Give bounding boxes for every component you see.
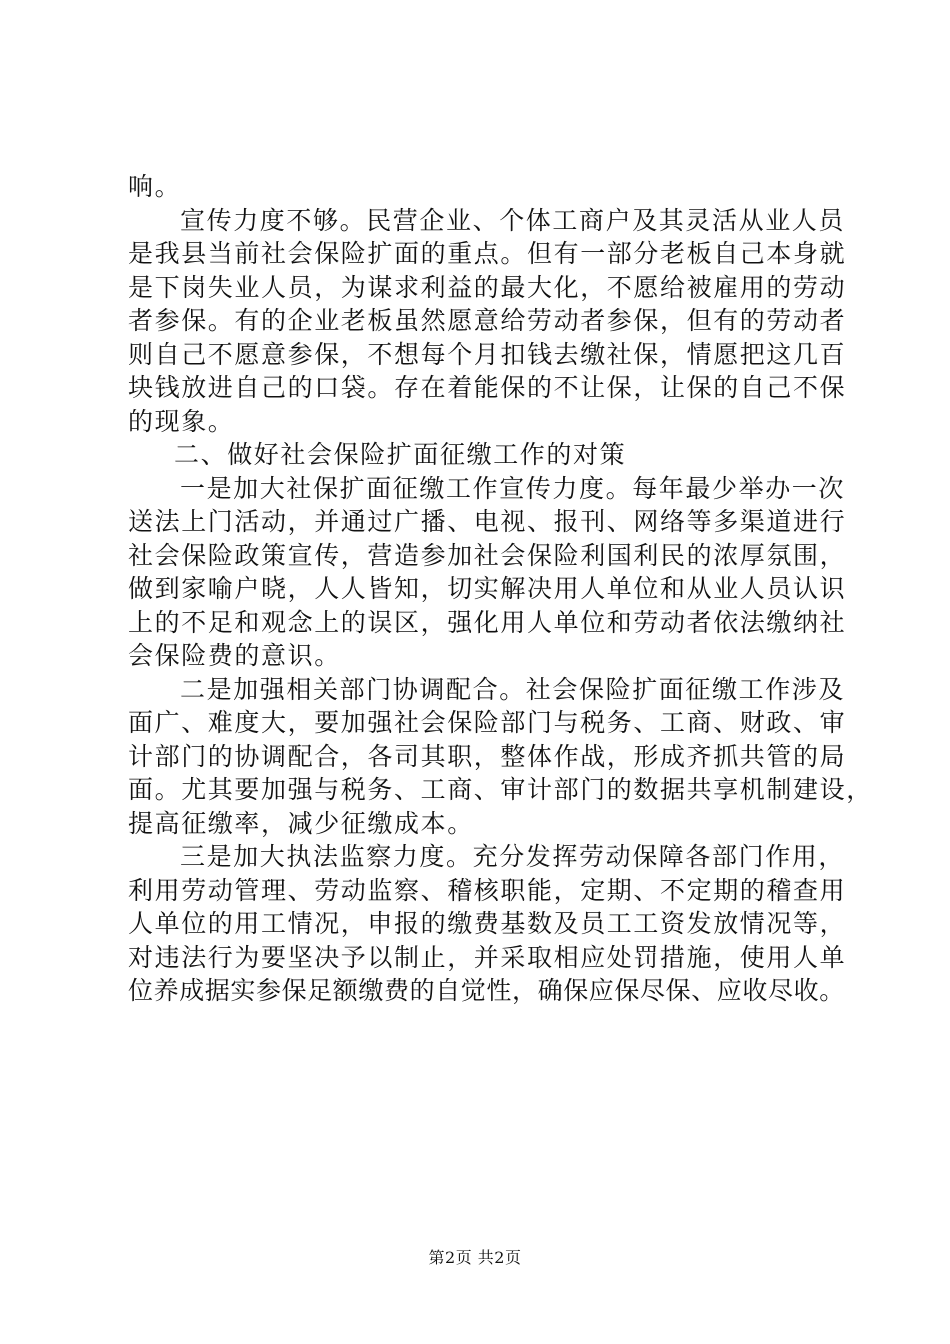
paragraph-start-line: 宣传力度不够。民营企业、个体工商户及其灵活从业人员	[180, 205, 846, 235]
paragraph-start-line: 二是加强相关部门协调配合。社会保险扩面征缴工作涉及	[180, 674, 846, 704]
text-line: 是下岗失业人员，为谋求利益的最大化，不愿给被雇用的劳动	[128, 272, 847, 302]
text-line: 送法上门活动，并通过广播、电视、报刊、网络等多渠道进行	[128, 507, 847, 536]
document-body	[128, 170, 873, 1008]
text-line: 会保险费的意识。	[128, 641, 341, 670]
text-line: 的现象。	[128, 406, 235, 436]
section-heading: 二、做好社会保险扩面征缴工作的对策	[174, 440, 627, 469]
text-line: 是我县当前社会保险扩面的重点。但有一部分老板自己本身就	[128, 239, 847, 268]
text-line: 利用劳动管理、劳动监察、稽核职能，定期、不定期的稽查用	[128, 875, 847, 905]
text-line: 者参保。有的企业老板虽然愿意给劳动者参保，但有的劳动者	[128, 306, 847, 335]
text-line: 块钱放进自己的口袋。存在着能保的不让保，让保的自己不保	[128, 373, 847, 402]
text-line: 面。尤其要加强与税务、工商、审计部门的数据共享机制建设，	[128, 775, 873, 804]
text-line: 上的不足和观念上的误区，强化用人单位和劳动者依法缴纳社	[128, 607, 847, 637]
text-line: 计部门的协调配合，各司其职，整体作战，形成齐抓共管的局	[128, 741, 847, 771]
paragraph-start-line: 一是加大社保扩面征缴工作宣传力度。每年最少举办一次	[180, 473, 846, 503]
text-line: 对违法行为要坚决予以制止，并采取相应处罚措施，使用人单	[128, 942, 847, 972]
text-line: 提高征缴率，减少征缴成本。	[128, 808, 474, 838]
text-line: 响。	[128, 172, 182, 201]
page-number-footer: 第2页 共2页	[428, 1248, 522, 1267]
text-line: 做到家喻户晓，人人皆知，切实解决用人单位和从业人员认识	[128, 574, 847, 603]
paragraph-start-line: 三是加大执法监察力度。充分发挥劳动保障各部门作用，	[180, 842, 846, 871]
text-line: 则自己不愿意参保，不想每个月扣钱去缴社保，情愿把这几百	[128, 339, 847, 369]
text-line: 位养成据实参保足额缴费的自觉性，确保应保尽保、应收尽收。	[128, 976, 845, 1005]
text-line: 面广、难度大，要加强社会保险部门与税务、工商、财政、审	[128, 708, 847, 737]
text-line: 人单位的用工情况，申报的缴费基数及员工工资发放情况等，	[128, 909, 847, 938]
text-line: 社会保险政策宣传，营造参加社会保险利国利民的浓厚氛围，	[128, 540, 847, 570]
